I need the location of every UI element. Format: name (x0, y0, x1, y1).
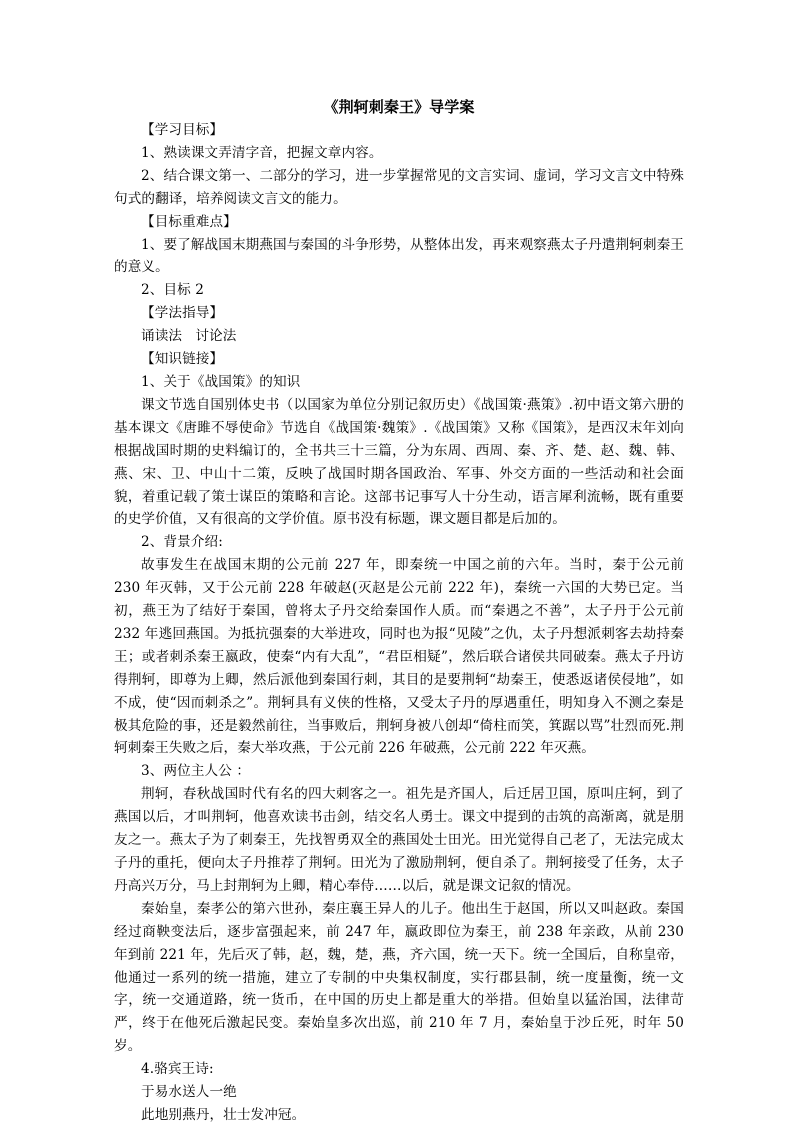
knowledge-4-title: 4.骆宾王诗: (141, 1061, 214, 1078)
page-title: 《荆轲刺秦王》导学案 (323, 98, 475, 116)
document-page (114, 95, 684, 1127)
goals-heading: 【学习目标】 (141, 122, 224, 138)
goal-1: 1、熟读课文弄清字音，把握文章内容。 (141, 144, 383, 161)
key-point-1: 1、要了解战国末期燕国与秦国的斗争形势，从整体出发，再来观察燕太子丹遣荆轲刺秦王的意义。 (114, 236, 684, 276)
knowledge-2-title: 2、背景介绍: (141, 534, 223, 551)
method-text: 诵读法 讨论法 (141, 328, 237, 345)
poem-line-1: 此地别燕丹，壮士发冲冠。 (141, 1106, 306, 1123)
knowledge-3-text-qinshihuang: 秦始皇，秦孝公的第六世孙，秦庄襄王异人的儿子。他出生于赵国，所以又叫赵政。秦国经过商鞅变法后，逐步富强起来，前 247 年，嬴政即位为秦王，前 238 年亲政，从前 230 年到前 221 年，先后灭了韩，赵，魏，楚，燕，齐六国，统一天下。统一全国后，自称皇帝，他通过一系列的统一措施，建立了专制的中央集权制度，实行郡县制，统一度量衡，统一文字，统一交通道路，统一货币，在中国的历史上都是重大的举措。但始皇以猛治国，法律苛严，终于在他死后激起民变。秦始皇多次出巡，前 210 年 7 月，秦始皇于沙丘死，时年 50 岁。 (114, 900, 684, 1055)
goal-2: 2、结合课文第一、二部分的学习，进一步掌握常见的文言实词、虚词，学习文言文中特殊句式的翻译，培养阅读文言文的能力。 (114, 167, 684, 207)
poem-title: 于易水送人一绝 (141, 1084, 237, 1101)
knowledge-1-title: 1、关于《战国策》的知识 (141, 373, 301, 390)
knowledge-heading: 【知识链接】 (141, 351, 224, 368)
knowledge-3-title: 3、两位主人公 ： (141, 763, 251, 780)
knowledge-1-text: 课文节选自国别体史书（以国家为单位分别记叙历史）《战国策·燕策》.初中语文第六册的基本课文《唐雎不辱使命》节选自《战国策·魏策》.《战国策》又称《国策》，是西汉末年刘向根据战国时期的史料编订的，全书共三十三篇，分为东周、西周、秦、齐、楚、赵、魏、韩、燕、宋、卫、中山十二策，反映了战国时期各国政治、军事、外交方面的一些活动和社会面貌，着重记载了策士谋臣的策略和言论。这部书记事写人十分生动，语言犀利流畅，既有重要的史学价值，又有很高的文学价值。原书没有标题，课文题目都是后加的。 (114, 396, 684, 528)
key-point-2: 2、目标 2 (141, 282, 204, 299)
knowledge-2-text: 故事发生在战国末期的公元前 227 年，即秦统一中国之前的六年。当时，秦于公元前 230 年灭韩，又于公元前 228 年破赵(灭赵是公元前 222 年)，秦统一六国的大势已定。当初，燕王为了结好于秦国，曾将太子丹交给秦国作人质。而“秦遇之不善”，太子丹于公元前 232 年逃回燕国。为抵抗强秦的大举进攻，同时也为报“见陵”之仇，太子丹想派刺客去劫持秦王；或者刺杀秦王嬴政，使秦“内有大乱”，“君臣相疑”，然后联合诸侯共同破秦。燕太子丹访得荆轲，即尊为上卿，然后派他到秦国行刺，其目的是要荆轲“劫秦王，使悉返诸侯侵地”，如不成，使“因而刺杀之”。荆轲具有义侠的性格，又受太子丹的厚遇重任，明知身入不测之秦是极其危险的事，还是毅然前往，当事败后，荆轲身被八创却“倚柱而笑，箕踞以骂”壮烈而死.荆轲刺秦王失败之后，秦大举攻燕，于公元前 226 年破燕，公元前 222 年灭燕。 (114, 557, 684, 757)
method-heading: 【学法指导】 (141, 305, 224, 322)
key-points-heading: 【目标重难点】 (141, 213, 237, 230)
knowledge-3-text-jingke: 荆轲，春秋战国时代有名的四大刺客之一。祖先是齐国人，后迁居卫国，原叫庄轲，到了燕国以后，才叫荆轲，他喜欢读书击剑，结交名人勇士。课文中提到的击筑的高渐离，就是朋友之一。燕太子为了刺秦王，先找智勇双全的燕国处士田光。田光觉得自己老了，无法完成太子丹的重托，便向太子丹推荐了荆轲。田光为了激励荆轲，便自杀了。荆轲接受了任务，太子丹高兴万分，马上封荆轲为上卿，精心奉侍……以后，就是课文记叙的情况。 (114, 786, 684, 894)
